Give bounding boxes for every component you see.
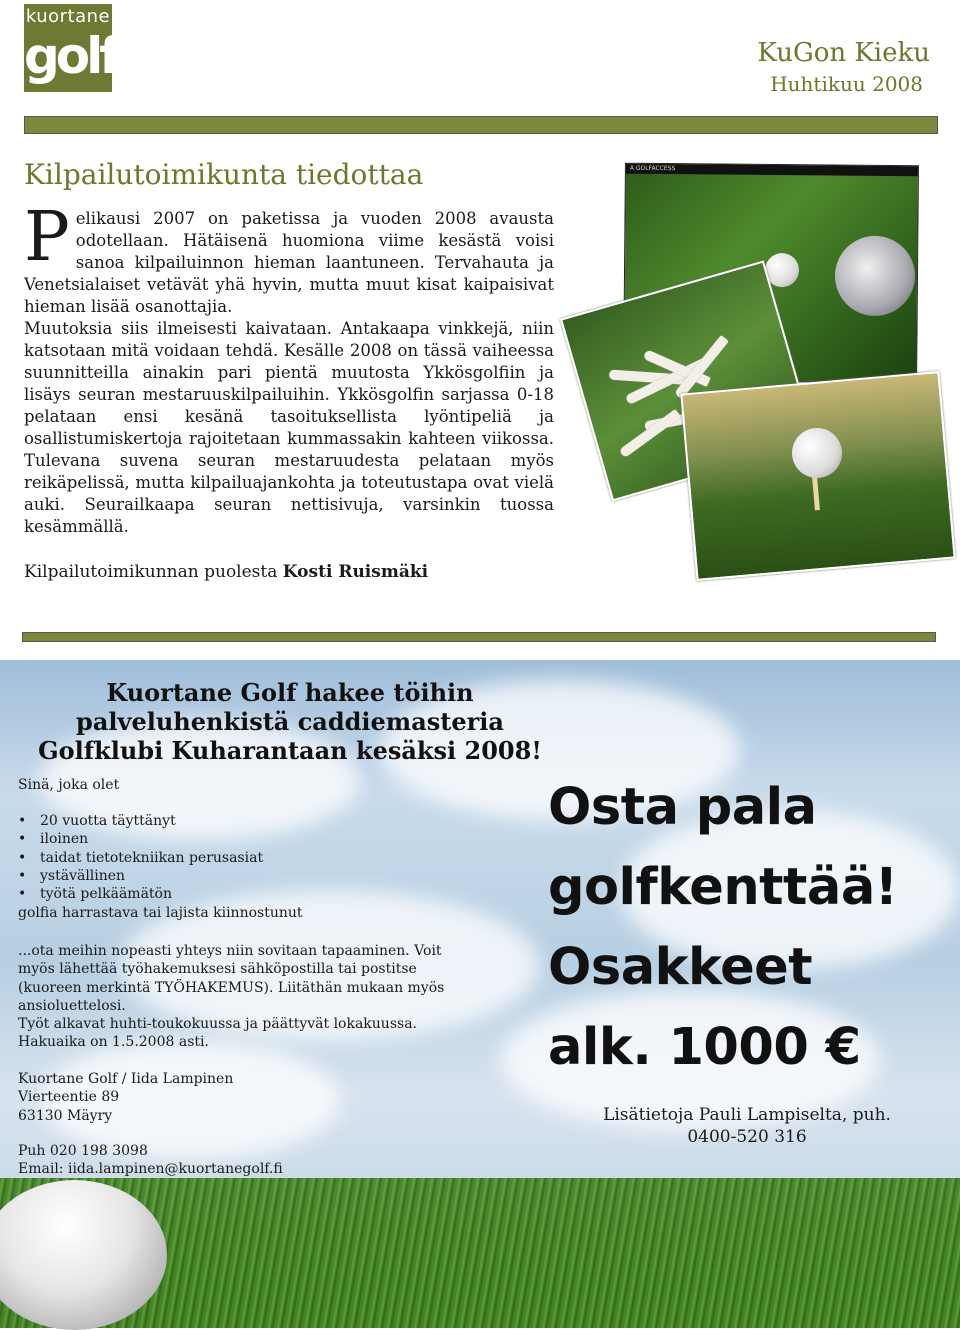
job-title-line: Kuortane Golf hakee töihin <box>106 678 474 707</box>
photo-caption-strip: A GOLFACCESS <box>626 164 919 177</box>
job-title-line: palveluhenkistä caddiemasteria <box>76 707 504 736</box>
instruction-line: ansioluettelosi. <box>18 997 126 1014</box>
requirement-extra: golfia harrastava tai lajista kiinnostunut <box>18 905 303 921</box>
driver-head-image <box>835 236 916 317</box>
requirements-list <box>18 812 263 903</box>
logo-brand-text: kuortane <box>25 6 111 27</box>
job-intro: Sinä, joka olet <box>18 777 120 793</box>
promo-contact-info <box>592 1104 902 1148</box>
application-instructions <box>18 942 468 1052</box>
newsletter-date: Huhtikuu 2008 <box>770 72 923 96</box>
job-ad-title <box>18 678 562 765</box>
newsletter-title: KuGon Kieku <box>757 38 930 68</box>
instruction-line: (kuoreen merkintä TYÖHAKEMUS). Liitäthän mukaan myös <box>18 979 445 996</box>
header-divider <box>24 116 938 134</box>
contact-details <box>18 1142 283 1179</box>
article-title: Kilpailutoimikunta tiedottaa <box>24 158 424 191</box>
instruction-line: myös lähettää työhakemuksesi sähköpostilla tai postitse <box>18 961 417 978</box>
job-title-line: Golfklubi Kuharantaan kesäksi 2008! <box>38 736 542 765</box>
requirement-item: • iloinen <box>18 830 263 848</box>
signoff-name: Kosti Ruismäki <box>282 562 429 582</box>
article-paragraph-2: Muutoksia siis ilmeisesti kaivataan. Antakaapa vinkkejä, niin katsotaan mitä voidaan tehdä. Kesälle 2008 on tässä vaiheessa suunnitteilla ainakin pari pientä muutosta Ykkösgolfiin ja lisäys seuran mestaruuskilpailuihin. Ykkösgolfin sarjassa 0-18 pelataan ensi kesänä tasoituksellista lyöntipeliä ja osallistumiskertoja rajoitetaan kummassakin kahteen viikossa. Tulevana suvena seuran mestaruudesta pelataan myös reikäpelissä, mutta kilpailuajankohta ja toteutustapa ovat vielä auki. Seurailkaapa seuran nettisivuja, varsinkin tuossa kesämmällä. <box>24 319 554 536</box>
promo-line: golfkenttää! <box>548 858 898 917</box>
promo-line: Osakkeet <box>548 938 813 997</box>
promo-line: Osta pala <box>548 778 817 837</box>
logo-golf-text: golf <box>24 27 118 85</box>
promo-line: alk. 1000 € <box>548 1018 861 1077</box>
contact-address <box>18 1070 233 1125</box>
address-line: Kuortane Golf / Iida Lampinen <box>18 1071 234 1087</box>
info-line: Lisätietoja Pauli Lampiselta, puh. <box>603 1105 891 1125</box>
section-divider <box>22 632 936 642</box>
requirement-item: • ystävällinen <box>18 867 263 885</box>
requirement-item: • 20 vuotta täyttänyt <box>18 812 263 830</box>
article-body <box>24 198 554 538</box>
requirement-item: • työtä pelkäämätön <box>18 885 263 903</box>
instruction-line: Työt alkavat huhti-toukokuussa ja päättyvät lokakuussa. <box>18 1016 417 1033</box>
contact-phone: Puh 020 198 3098 <box>18 1143 148 1159</box>
instruction-line: ...ota meihin nopeasti yhteys niin sovitaan tapaaminen. Voit <box>18 943 442 959</box>
info-line: 0400-520 316 <box>687 1127 807 1147</box>
article-signoff <box>24 562 428 582</box>
tee-image <box>619 409 682 458</box>
instruction-line: Hakuaika on 1.5.2008 asti. <box>18 1034 209 1051</box>
address-line: Vierteentie 89 <box>18 1089 120 1106</box>
article-paragraph-1: elikausi 2007 on paketissa ja vuoden 2008 avausta odotellaan. Hätäisenä huomiona viime kesästä voisi sanoa kilpailuinnon hieman laantuneen. Tervahauta ja Venetsialaiset vetävät yhä hyvin, mutta muut kisat kaipaisivat hieman lisää osanottajia. <box>24 209 554 316</box>
golf-ball-on-tee-photo <box>680 371 955 581</box>
contact-email[interactable]: Email: iida.lampinen@kuortanegolf.fi <box>18 1161 283 1178</box>
requirement-item: • taidat tietotekniikan perusasiat <box>18 849 263 867</box>
logo <box>24 4 118 92</box>
tee-image <box>812 476 820 510</box>
share-promo <box>548 768 898 1088</box>
drop-cap: P <box>24 198 70 277</box>
address-line: 63130 Mäyry <box>18 1107 113 1124</box>
signoff-prefix: Kilpailutoimikunnan puolesta <box>24 562 283 582</box>
golf-ball-image <box>790 426 844 480</box>
